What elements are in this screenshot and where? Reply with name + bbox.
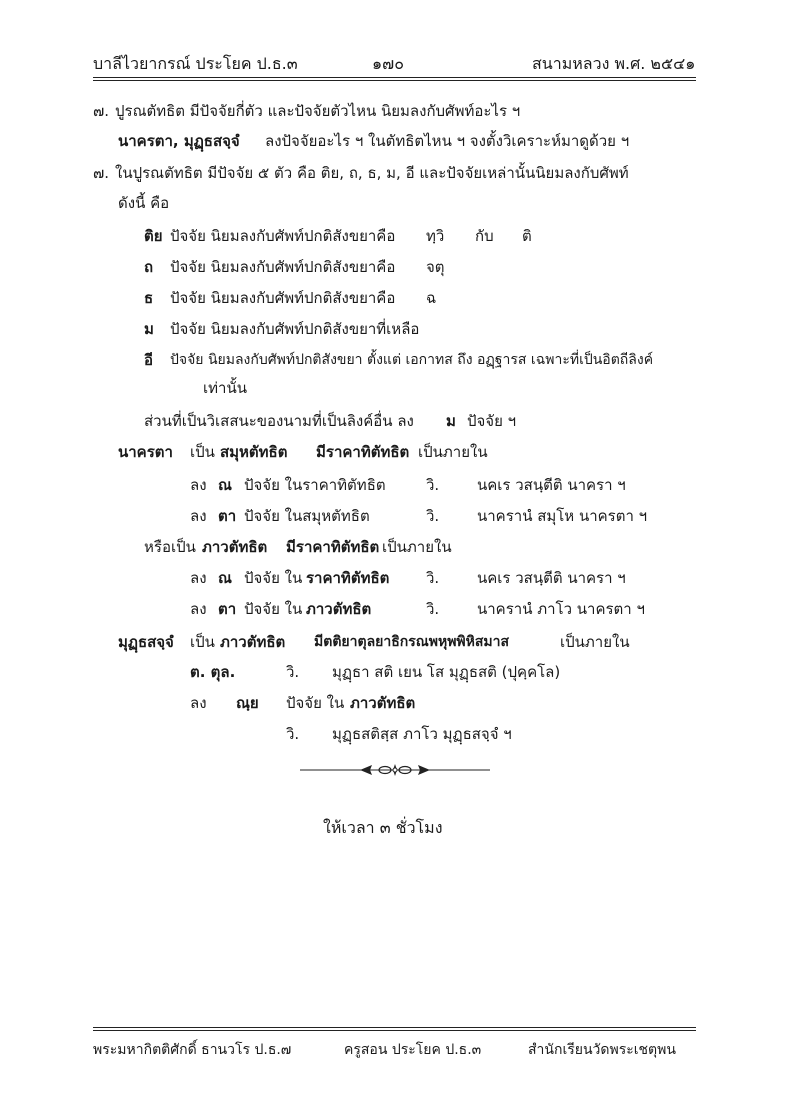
m-mid: ปัจจัย ใน [286,694,345,712]
note-post: ปัจจัย ฯ [467,412,517,430]
nakhara-word: นาครตา [118,443,173,461]
r3-lng: ลง [190,569,207,587]
or-pre: หรือเป็น [144,538,196,556]
muddha-type-1: ภาวตัทธิต [220,633,286,651]
r4-suffix: ตา [218,600,237,618]
or-type-2: มีราคาทิตัทธิต [286,538,380,556]
header-right: สนามหลวง พ.ศ. ๒๕๔๑ [532,54,696,73]
r1-mid: ปัจจัย ในราคาทิตัทธิต [244,476,386,494]
muddha-word: มุฏฺธสจฺจํ [118,633,174,651]
muddha-post: เป็นภายใน [560,633,630,651]
r4-mid: ปัจจัย ใน [244,600,303,618]
answer-line-2: ดังนี้ คือ [118,194,170,212]
nakhara-pre: เป็น [190,443,215,461]
muddha-pre: เป็น [190,633,215,651]
nakhara-post: เป็นภายใน [418,443,488,461]
r2-suffix: ตา [218,507,237,525]
r4-lng: ลง [190,600,207,618]
m-vi: วิ. [286,725,300,743]
suffix-tiya-word-3: ติ [522,227,532,245]
or-post: เป็นภายใน [382,538,452,556]
r2-example: นาครานํ สมุโห นาครตา ฯ [477,507,648,525]
question-number: ๗. [93,102,110,120]
page-number: ๑๗๐ [372,54,404,73]
tul-example: มุฏฺธา สติ เยน โส มุฏฺธสติ (ปุคฺคโล) [332,663,561,681]
suffix-tha-word: จตุ [426,258,445,276]
r4-vi: วิ. [426,600,440,618]
question-text: ปูรณตัทธิต มีปัจจัยกี่ตัว และปัจจัยตัวไหน นิยมลงกับศัพท์อะไร ฯ [115,102,521,120]
r3-mid-bold: ราคาทิตัทธิต [306,569,390,587]
header-left: บาลีไวยากรณ์ ประโยค ป.ธ.๓ [93,54,298,73]
answer-line-1: ในปูรณตัทธิต มีปัจจัย ๕ ตัว คือ ติย, ถ, ธ, ม, อี และปัจจัยเหล่านั้นนิยมลงกับศัพท์ [115,164,629,182]
m-suffix: ณฺย [236,694,259,712]
header-rule-thin [93,80,696,81]
r1-suffix: ณ [218,476,232,494]
suffix-ma-text: ปัจจัย นิยมลงกับศัพท์ปกติสังขยาที่เหลือ [170,320,420,338]
suffix-tha-text: ปัจจัย นิยมลงกับศัพท์ปกติสังขยาคือ [170,258,396,276]
note-suffix: ม [446,412,456,430]
m-example: มุฏฺธสติสฺส ภาโว มุฏฺธสจฺจํ ฯ [332,725,512,743]
nakhara-type-2: มีราคาทิตัทธิต [316,443,410,461]
r1-lng: ลง [190,476,207,494]
suffix-tiya-text: ปัจจัย นิยมลงกับศัพท์ปกติสังขยาคือ [170,227,396,245]
muddha-type-2: มีตติยาตุลยาธิกรณพหุพพิหิสมาส [314,634,510,650]
suffix-ma: ม [144,320,154,338]
r2-lng: ลง [190,507,207,525]
or-type-1: ภาวตัทธิต [202,538,268,556]
question-sub-text: ลงปัจจัยอะไร ฯ ในตัทธิตไหน ฯ จงตั้งวิเคราะห์มาดูด้วย ฯ [265,132,630,150]
question-sub-words: นาครตา, มุฏฺธสจฺจํ [118,132,240,150]
r3-mid: ปัจจัย ใน [244,569,303,587]
r3-vi: วิ. [426,569,440,587]
time-allowed: ให้เวลา ๓ ชั่วโมง [323,818,443,837]
note-pre: ส่วนที่เป็นวิเสสนะของนามที่เป็นลิงค์อื่น ลง [144,412,414,430]
footer-rule-thin [93,1027,696,1028]
m-mid-bold: ภาวตัทธิต [350,694,416,712]
suffix-tiya: ติย [144,227,163,245]
r2-mid: ปัจจัย ในสมุหตัทธิต [244,507,370,525]
tul-vi: วิ. [286,663,300,681]
r1-example: นคเร วสนฺตีติ นาครา ฯ [477,476,626,494]
suffix-dha-word: ฉ [426,289,437,307]
nakhara-type-1: สมุหตัทธิต [220,443,288,461]
footer-center: ครูสอน ประโยค ป.ธ.๓ [344,1042,482,1058]
r3-suffix: ณ [218,569,232,587]
footer-rule [93,1030,696,1031]
r1-vi: วิ. [426,476,440,494]
r4-mid-bold: ภาวตัทธิต [306,600,372,618]
r4-example: นาครานํ ภาโว นาครตา ฯ [477,600,645,618]
r2-vi: วิ. [426,507,440,525]
suffix-tiya-word-2: กับ [475,227,494,245]
suffix-tha: ถ [144,258,154,276]
footer-left: พระมหากิตติศักดิ์ ธานวโร ป.ธ.๗ [93,1042,292,1058]
suffix-ii-text: ปัจจัย นิยมลงกับศัพท์ปกติสังขยา ตั้งแต่ เอกาทส ถึง อฏฺฐารส เฉพาะที่เป็นอิตถีลิงค์ [170,352,654,368]
tul-label: ต. ตุล. [190,663,236,681]
ornament-divider [300,762,490,778]
suffix-ii-continuation: เท่านั้น [203,379,247,397]
m-lng: ลง [190,694,207,712]
header-rule [93,77,696,78]
suffix-dha-text: ปัจจัย นิยมลงกับศัพท์ปกติสังขยาคือ [170,289,396,307]
footer-right: สำนักเรียนวัดพระเชตุพน [528,1042,676,1058]
suffix-ii: อี [144,351,154,369]
suffix-tiya-word-1: ทฺวิ [426,227,445,245]
answer-number: ๗. [93,164,110,182]
r3-example: นคเร วสนฺตีติ นาครา ฯ [477,569,626,587]
suffix-dha: ธ [144,289,154,307]
